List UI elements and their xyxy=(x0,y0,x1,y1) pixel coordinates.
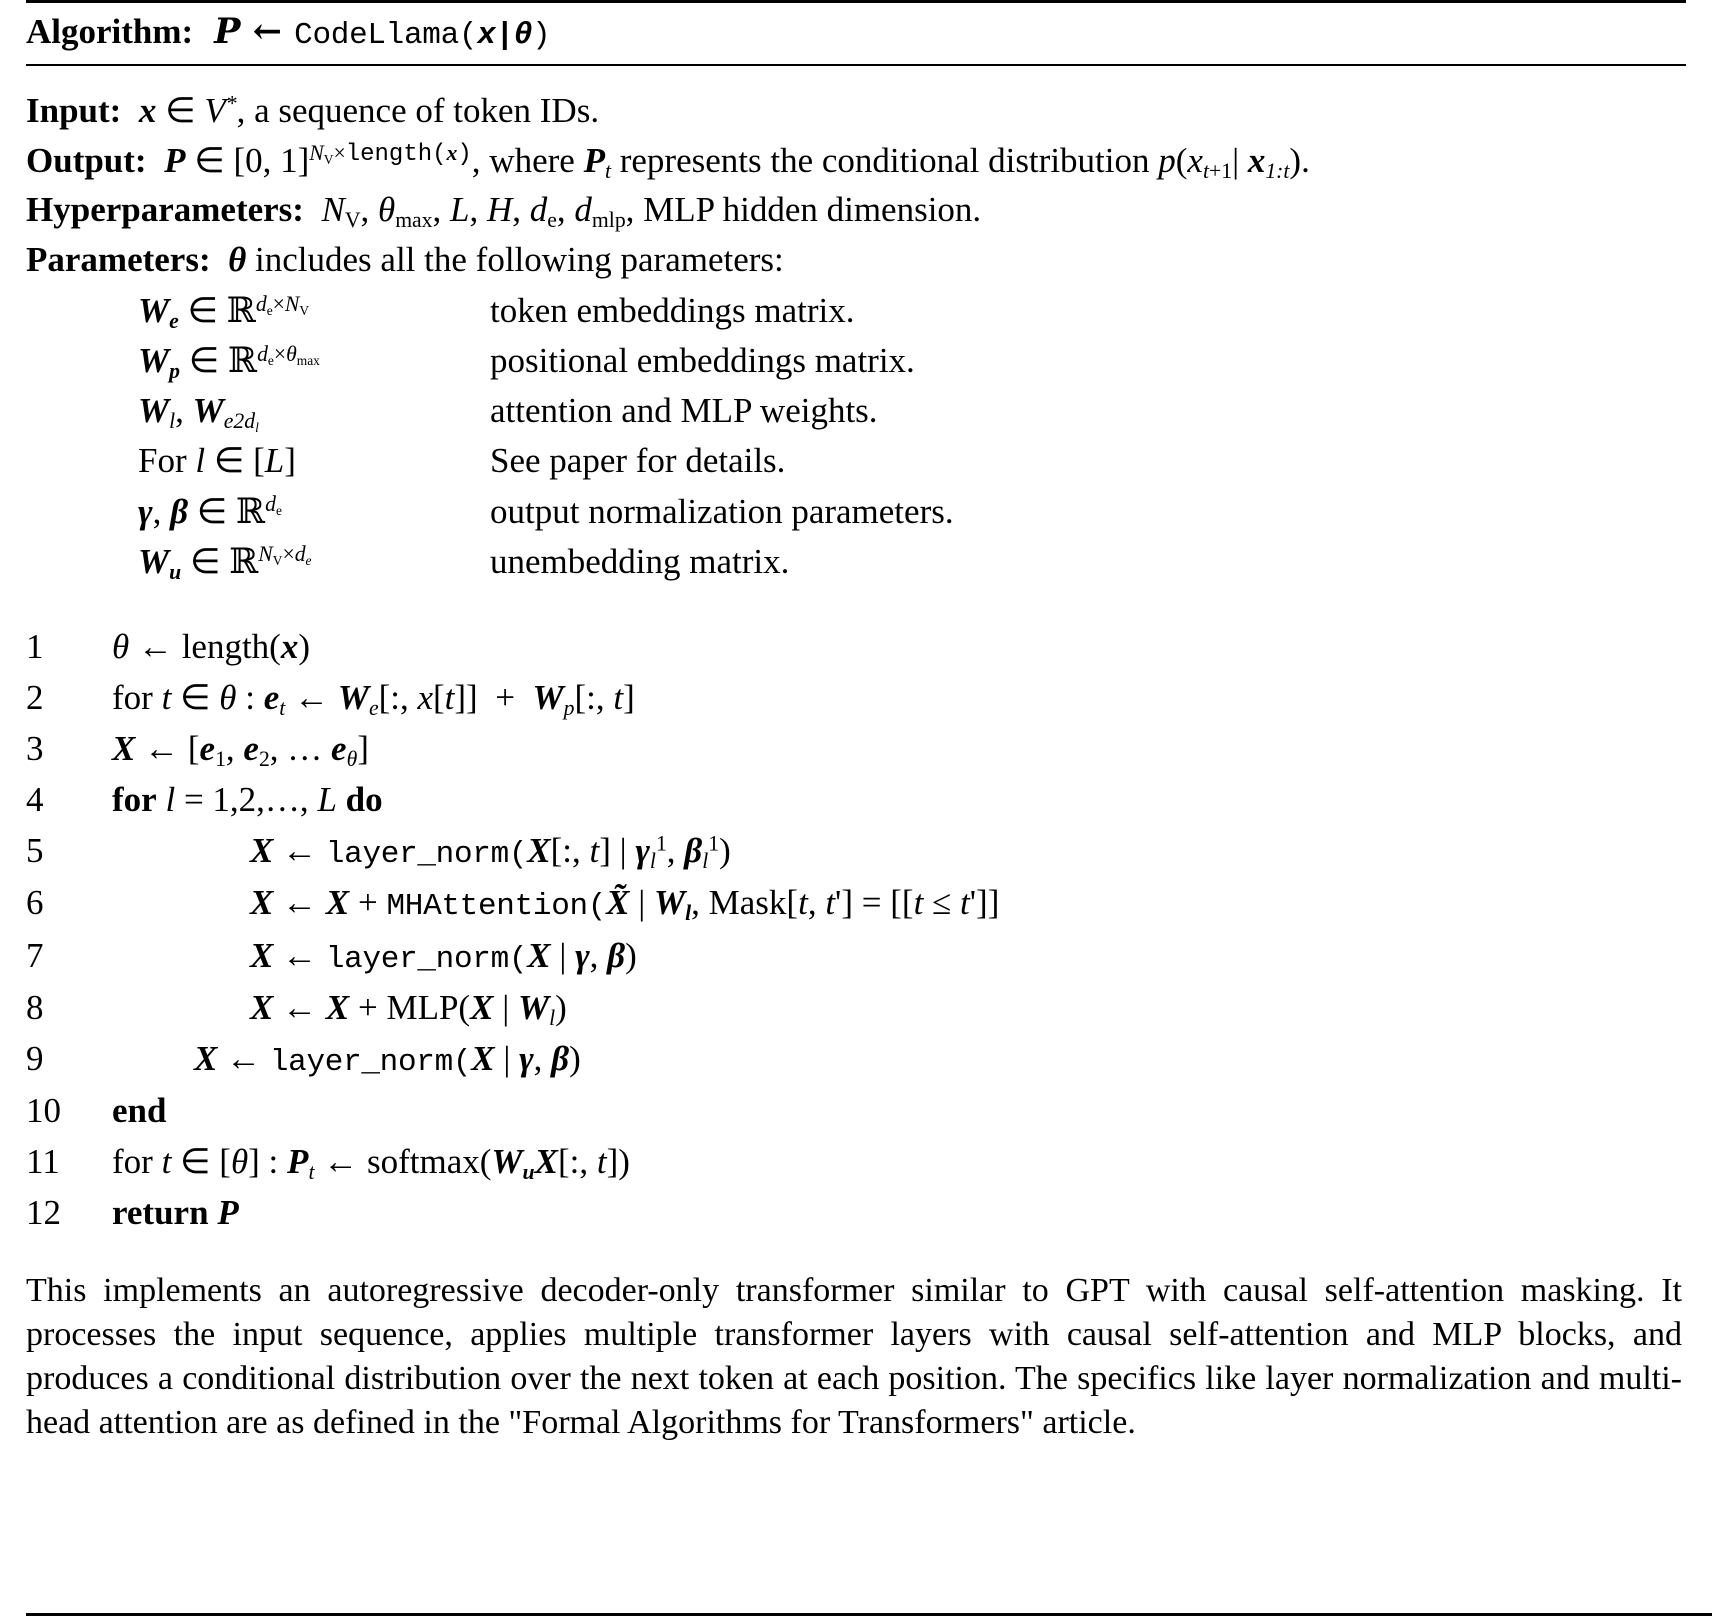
parameter-symbol: $W_u$ ∈ ℝ$^{N_V\times d_e}$ xyxy=(138,541,312,584)
algorithm-step xyxy=(26,672,1686,723)
algorithm-step xyxy=(26,723,1686,774)
parameters-table xyxy=(138,286,954,587)
algorithm-step xyxy=(26,1136,1686,1187)
hyperparameters-label: Hyperparameters: xyxy=(26,190,304,230)
table-row xyxy=(138,386,954,436)
parameter-description: output normalization parameters. xyxy=(490,491,954,531)
step-code: for t ∈ θ : $e_t$ ← $W_e$[:, $x[t]] + W_p$[:, t] xyxy=(112,677,635,720)
algorithm-step xyxy=(26,1033,1686,1085)
parameter-description: token embeddings matrix. xyxy=(490,291,855,331)
input-label: Input: xyxy=(26,91,122,131)
input-text: x ∈ V*, a sequence of token IDs. xyxy=(130,91,600,131)
table-row xyxy=(138,436,954,486)
parameter-description: positional embeddings matrix. xyxy=(490,341,915,381)
algorithm-title-function: CodeLlama( xyxy=(294,18,478,53)
algorithm-steps xyxy=(26,621,1686,1239)
step-code: return P xyxy=(112,1193,239,1233)
table-row xyxy=(138,487,954,537)
algorithm-step xyxy=(26,877,1686,929)
algorithm-step xyxy=(26,982,1686,1033)
output-text: P ∈ [0, 1]$^{N_V\times length(x)}$, where $P_t$ represents the conditional distribution $p(x_{t+1}|$ $x_{1:t}$). xyxy=(155,140,1310,183)
step-code: X ← layer_norm(X | γ, β) xyxy=(250,935,637,977)
parameter-description: unembedding matrix. xyxy=(490,541,790,581)
parameter-symbol: $W_l$, $W_{e2d_l}$ xyxy=(138,391,259,436)
table-row xyxy=(138,336,954,386)
algorithm-title-args: x|θ xyxy=(477,18,533,53)
step-code: X ← layer_norm(X[:, t] | $\gamma_l^1$, $\beta_l^1$) xyxy=(250,831,731,874)
step-code: for l = 1,2,…, L do xyxy=(112,780,383,820)
input-line xyxy=(26,88,1686,134)
table-row xyxy=(138,537,954,587)
step-number: 3 xyxy=(26,728,44,768)
step-code: X ← layer_norm(X | γ, β) xyxy=(194,1038,581,1080)
parameters-text: θ includes all the following parameters: xyxy=(228,239,784,279)
step-code: for t ∈ [θ] : $P_t$ ← $softmax(W_uX$[:, t]) xyxy=(112,1142,630,1185)
parameter-symbol: $W_p$ ∈ ℝ$^{d_e\times\theta_{max}}$ xyxy=(138,341,320,384)
algorithm-step xyxy=(26,930,1686,982)
table-row xyxy=(138,286,954,336)
parameters-label: Parameters: xyxy=(26,239,211,279)
step-number: 8 xyxy=(26,987,44,1027)
hyperparameters-text: $N_V$, $\theta_{max}$, L, H, $d_e$, $d_{mlp}$, MLP hidden dimension. xyxy=(321,190,982,233)
step-number: 2 xyxy=(26,677,44,717)
parameters-line xyxy=(26,237,1686,283)
step-number: 7 xyxy=(26,935,44,975)
algorithm-step xyxy=(26,1085,1686,1136)
algorithm-title-close: ) xyxy=(532,18,551,53)
step-number: 1 xyxy=(26,626,44,666)
step-number: 4 xyxy=(26,780,44,820)
algorithm-title-output-symbol: P ← xyxy=(201,11,295,52)
step-code: X ← X + MLP(X | $W_l$) xyxy=(250,987,567,1030)
step-number: 11 xyxy=(26,1142,60,1182)
algorithm-step xyxy=(26,774,1686,825)
step-code: θ ← length(x) xyxy=(112,626,310,666)
algorithm-title-label: Algorithm: xyxy=(26,12,194,51)
step-number: 9 xyxy=(26,1038,44,1078)
parameter-symbol: $W_e$ ∈ ℝ$^{d_e\times N_V}$ xyxy=(138,291,310,334)
algorithm-caption: This implements an autoregressive decoder-only transformer similar to GPT with causal self-attention masking. It processes the input sequence, applies multiple transformer layers with causal self-attention and MLP blocks, and produces a conditional distribution over the next token at each position. The specifics like layer normalization and multi-head attention are as defined in the "Formal Algorithms for Transformers" article. xyxy=(26,1271,1682,1442)
algorithm-step xyxy=(26,621,1686,672)
algorithm-step xyxy=(26,825,1686,877)
parameter-symbol: γ, β ∈ ℝ$^{d_e}$ xyxy=(138,491,282,532)
algorithm-step xyxy=(26,1187,1686,1238)
step-number: 12 xyxy=(26,1193,61,1233)
step-code: X ← [$e_1$, $e_2$, … $e_\theta$] xyxy=(112,728,369,771)
step-code: end xyxy=(112,1091,167,1131)
output-line xyxy=(26,138,1686,184)
parameter-description: attention and MLP weights. xyxy=(490,391,878,431)
algorithm-title xyxy=(26,3,1686,64)
parameter-description: See paper for details. xyxy=(490,441,786,481)
step-number: 10 xyxy=(26,1091,61,1131)
parameter-symbol: For l ∈ [L] xyxy=(138,441,296,481)
output-label: Output: xyxy=(26,140,147,180)
step-number: 5 xyxy=(26,831,44,871)
step-number: 6 xyxy=(26,883,44,923)
step-code: X ← X + MHAttention(X̃ | $W_l$, Mask[t, t'] = [[t ≤ t']] xyxy=(250,883,1000,926)
hyperparameters-line xyxy=(26,187,1686,233)
declarations-block xyxy=(26,66,1686,587)
